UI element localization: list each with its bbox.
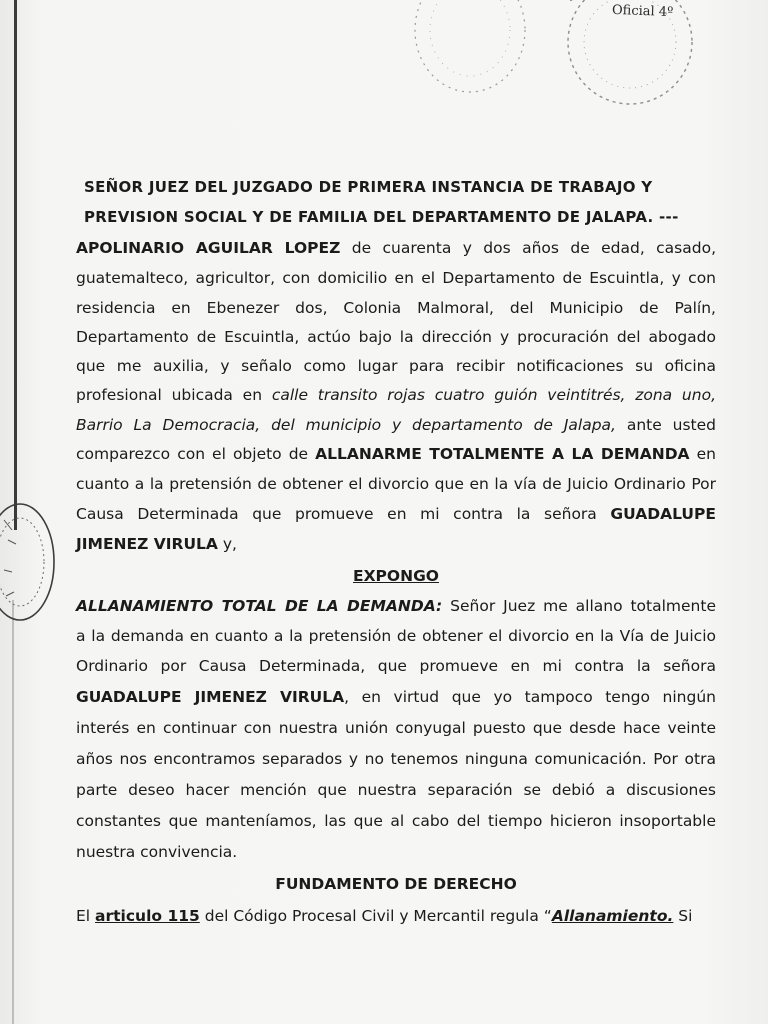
- intro-line-1-text: de cuarenta y dos años de edad, casado,: [351, 239, 716, 257]
- section-title-expongo: EXPONGO: [353, 567, 439, 585]
- intro-line-10-text: Causa Determinada que promueve en mi contra la señora: [76, 505, 597, 523]
- intro-line-11-text: y,: [217, 535, 237, 553]
- allanamiento-term: Allanamiento.: [551, 907, 674, 925]
- expongo-line-4-text: , en virtud que yo tampoco tengo ningún: [344, 688, 716, 706]
- section-title-fundamento: FUNDAMENTO DE DERECHO: [275, 875, 517, 893]
- intro-line-8: [76, 440, 716, 469]
- defendant-full-name: GUADALUPE JIMENEZ VIRULA: [76, 688, 345, 706]
- office-address-cont: Barrio La Democracia, del municipio y departamento de Jalapa,: [76, 416, 616, 434]
- intro-line-2: guatemalteco, agricultor, con domicilio en el Departamento de Escuintla, y con: [76, 269, 716, 287]
- expongo-line-9: nuestra convivencia.: [76, 843, 238, 861]
- expongo-line-5: interés en continuar con nuestra unión conyugal puesto que desde hace veinte: [76, 719, 716, 737]
- articulo-reference: articulo 115: [95, 907, 200, 925]
- intro-line-7-text: ante usted: [626, 416, 716, 434]
- expongo-line-7: parte deseo hacer mención que nuestra separación se debió a discusiones: [76, 781, 716, 799]
- intro-line-5: que me auxilia, y señalo como lugar para recibir notificaciones su oficina: [76, 357, 716, 375]
- office-address: calle transito rojas cuatro guión veintitrés, zona uno,: [271, 386, 716, 404]
- intro-line-9: cuanto a la pretensión de obtener el divorcio que en la vía de Juicio Ordinario Por: [76, 475, 716, 493]
- plaintiff-name: APOLINARIO AGUILAR LOPEZ: [76, 239, 341, 257]
- intro-line-6: [76, 381, 716, 410]
- fundamento-line-1-a: El: [76, 907, 96, 925]
- court-address-line-2: PREVISION SOCIAL Y DE FAMILIA DEL DEPARTAMENTO DE JALAPA. ---: [84, 208, 679, 226]
- fundamento-line-1: [76, 902, 716, 931]
- intro-line-7: [76, 411, 716, 440]
- expongo-line-1-text: Señor Juez me allano totalmente: [450, 597, 716, 615]
- expongo-line-1: [76, 592, 716, 621]
- expongo-lead: ALLANAMIENTO TOTAL DE LA DEMANDA:: [76, 597, 443, 615]
- court-address-line-1: SEÑOR JUEZ DEL JUZGADO DE PRIMERA INSTANCIA DE TRABAJO Y: [84, 178, 653, 196]
- fundamento-line-1-e: Si: [673, 907, 693, 925]
- intro-line-3: residencia en Ebenezer dos, Colonia Malmoral, del Municipio de Palín,: [76, 299, 716, 317]
- expongo-line-4: [76, 683, 716, 712]
- intro-line-8-text: comparezco con el objeto de: [76, 445, 309, 463]
- allanamiento-phrase: ALLANARME TOTALMENTE A LA DEMANDA: [315, 445, 690, 463]
- intro-line-8-end: en: [696, 445, 716, 463]
- intro-line-11: [76, 530, 716, 559]
- official-stamp-left: [0, 500, 64, 630]
- expongo-line-3: Ordinario por Causa Determinada, que promueve en mi contra la señora: [76, 657, 716, 675]
- intro-line-1: [76, 234, 716, 263]
- intro-line-6-text: profesional ubicada en: [76, 386, 263, 404]
- intro-line-4: Departamento de Escuintla, actúo bajo la dirección y procuración del abogado: [76, 328, 716, 346]
- expongo-line-6: años nos encontramos separados y no tenemos ninguna comunicación. Por otra: [76, 750, 716, 768]
- page-binding-edge: [14, 0, 17, 530]
- defendant-surname: JIMENEZ VIRULA: [76, 535, 218, 553]
- expongo-line-8: constantes que manteníamos, las que al cabo del tiempo hicieron insoportable: [76, 812, 716, 830]
- fundamento-line-1-c: del Código Procesal Civil y Mercantil regula “: [199, 907, 552, 925]
- expongo-line-2: a la demanda en cuanto a la pretensión de obtener el divorcio en la Vía de Juicio: [76, 627, 716, 645]
- stamp-oficial-label: Oficial 4º: [611, 2, 674, 21]
- intro-line-10: [76, 500, 716, 529]
- page-binding-edge-lower: [12, 600, 14, 1024]
- defendant-first-name: GUADALUPE: [610, 505, 716, 523]
